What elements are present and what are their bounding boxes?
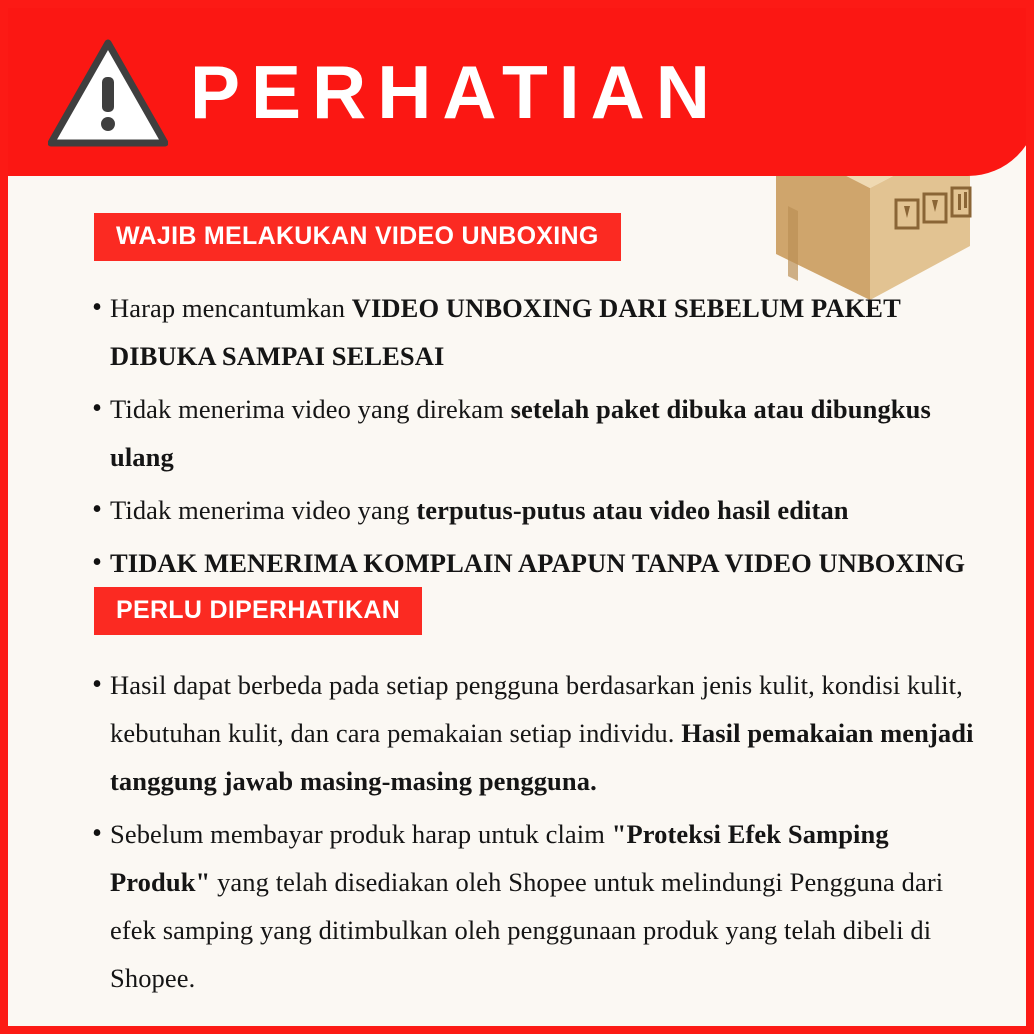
list-item-text: TIDAK MENERIMA KOMPLAIN APAPUN TANPA VIDEO UNBOXING <box>110 548 966 578</box>
list-item-text: Harap mencantumkan VIDEO UNBOXING DARI SEBELUM PAKET DIBUKA SAMPAI SELESAI <box>110 293 901 371</box>
bullet-icon: • <box>92 547 102 578</box>
list-item <box>84 385 984 481</box>
list-item-text: Tidak menerima video yang terputus-putus atau video hasil editan <box>110 495 849 525</box>
bullet-icon: • <box>92 818 102 849</box>
bullet-icon: • <box>92 393 102 424</box>
header-banner <box>8 8 1026 176</box>
list-perlu <box>84 661 984 1007</box>
section-label-perlu <box>94 587 422 635</box>
list-item <box>84 810 984 1002</box>
chip-label: WAJIB MELAKUKAN VIDEO UNBOXING <box>94 213 621 261</box>
section-label-wajib <box>94 213 621 261</box>
list-item <box>84 661 984 805</box>
chip-label: PERLU DIPERHATIKAN <box>94 587 422 635</box>
bullet-icon: • <box>92 494 102 525</box>
bullet-icon: • <box>92 292 102 323</box>
warning-triangle-icon <box>48 39 168 147</box>
list-item <box>84 284 984 380</box>
list-item-text: Hasil dapat berbeda pada setiap pengguna berdasarkan jenis kulit, kondisi kulit, kebutuhan kulit, dan cara pemakaian setiap individu. Hasil pemakaian menjadi tanggung jawab masing-masing pengguna. <box>110 670 974 796</box>
list-item-text: Tidak menerima video yang direkam setelah paket dibuka atau dibungkus ulang <box>110 394 931 472</box>
list-wajib <box>84 284 984 592</box>
page-title: PERHATIAN <box>190 50 721 134</box>
list-item <box>84 539 984 587</box>
list-item <box>84 486 984 534</box>
bullet-icon: • <box>92 669 102 700</box>
list-item-text: Sebelum membayar produk harap untuk claim "Proteksi Efek Samping Produk" yang telah disediakan oleh Shopee untuk melindungi Pengguna dari efek samping yang ditimbulkan oleh penggunaan produk yang telah dibeli di Shopee. <box>110 819 944 993</box>
poster-inner <box>8 8 1026 1026</box>
